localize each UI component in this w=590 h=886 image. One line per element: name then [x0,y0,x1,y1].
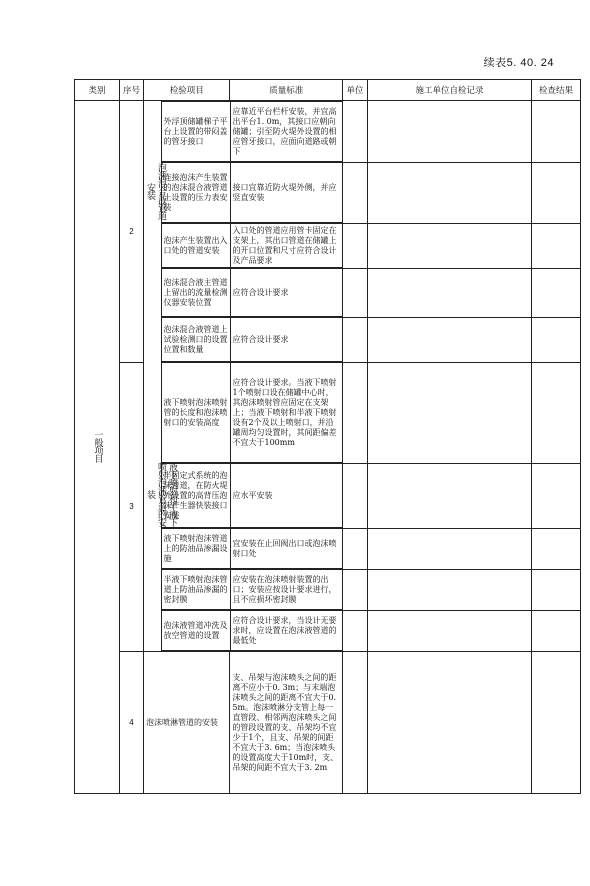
group-title: 泡沫喷淋管道的安装 [144,652,230,794]
quality-standard: 应符合设计要求，当设计无要求时，应设置在泡沫液管道的最低处 [230,611,342,651]
header-self-check: 施工单位自检记录 [368,80,532,101]
quality-standard: 接口宜靠近防火堤外侧，并应竖直安装 [230,163,342,223]
group-title-cell [144,461,177,528]
inspection-item: 半液下喷射泡沫管道上防油品渗漏的密封膜 [161,570,230,610]
table-row [75,528,581,569]
table-row [75,162,581,223]
continuation-label: 续表5. 40. 24 [483,57,554,69]
quality-standard: 应符合设计要求 [230,269,342,317]
table-row [75,652,581,794]
seq-cell: 2 [120,101,144,363]
seq-cell: 3 [120,362,144,652]
quality-standard: 入口处的管道应用管卡固定在支架上，其出口管道在储罐上的开口位置和尺寸应符合设计及产品要求 [230,224,342,268]
header-result: 检查结果 [532,80,581,101]
quality-standard: 应水平安装 [230,464,342,528]
inspection-item: 液下喷射泡沫管道上的防油品渗漏设施 [161,529,230,569]
header-unit: 单位 [343,80,368,101]
table-row [75,101,581,163]
table-row [75,268,581,317]
category-cell [75,101,120,794]
inspection-item: 液下喷射泡沫喷射管的长度和泡沫喷射口的安装高度 [161,363,230,463]
table-row [75,569,581,610]
group-title-cell [144,162,166,223]
inspection-item: 外浮顶储罐梯子平台上设置的带闷盖的管牙接口 [161,102,230,162]
header-category: 类别 [75,80,120,101]
inspection-item: 泡沫液管道冲洗及放空管道的设置 [161,611,230,651]
category-label: 一般项目 [92,429,103,462]
quality-standard: 应符合设计要求 [230,318,342,362]
inspection-item: 泡沫混合液管道上试验检测口的设置位置和数量 [161,318,230,362]
table-row [75,610,581,652]
group-title: 泡沫混合液管道安装 [145,162,166,219]
seq-cell: 4 [120,652,144,794]
inspection-item: 半固定式系统的泡沫管道，在防火堤外设置的高背压泡沫产生器快装接口安装 [161,464,230,528]
header-seq: 序号 [120,80,144,101]
quality-standard: 应符合设计要求。当液下喷射1个喷射口设在储罐中心时，其泡沫喷射管应固定在支架上；当液下喷射和半液下喷射设有2个及以上喷射口，并沿罐周均匀设置时，其间距偏差不宜大于100mm [230,363,342,463]
header-quality-standard: 质量标准 [230,80,343,101]
inspection-table [74,79,581,794]
group-title: 液下喷射和半液下喷射泡沫管道的安装 [145,461,177,526]
header-inspection-item: 检验项目 [144,80,230,101]
header-row [75,80,581,101]
quality-standard: 应靠近平台栏杆安装，并宜高出平台1. 0m，其接口应朝向储罐；引至防火堤外设置的相应管牙接口，应面向道路或朝下 [230,102,342,162]
inspection-item: 泡沫混合液主管道上留出的流量检测仪器安装位置 [161,269,230,317]
quality-standard: 宜安装在止回阀出口或泡沫喷射口处 [230,529,342,569]
table-row [75,317,581,362]
table-row [75,362,581,463]
table-row [75,463,581,528]
inspection-item: 连接泡沫产生装置的泡沫混合液管道上设置的压力表安装 [161,163,230,223]
table-row [75,223,581,268]
quality-standard: 支、吊架与泡沫喷头之间的距离不应小于0. 3m；与末端泡沫喷头之间的距离不宜大于0. 5m。泡沫喷淋分支管上每一直管段、相邻两泡沫喷头之间的管段设置的支、吊架均不宜少于1个，且支、吊架的间距不宜大于3. 6m；当泡沫喷头的设置高度大于10m时，支、吊架的间距不宜大于3. 2m [230,652,343,794]
quality-standard: 应安装在泡沫喷射装置的出口；安装应按设计要求进行，且不应损坏密封膜 [230,570,342,610]
inspection-item: 泡沫产生装置出入口处的管道安装 [161,224,230,268]
